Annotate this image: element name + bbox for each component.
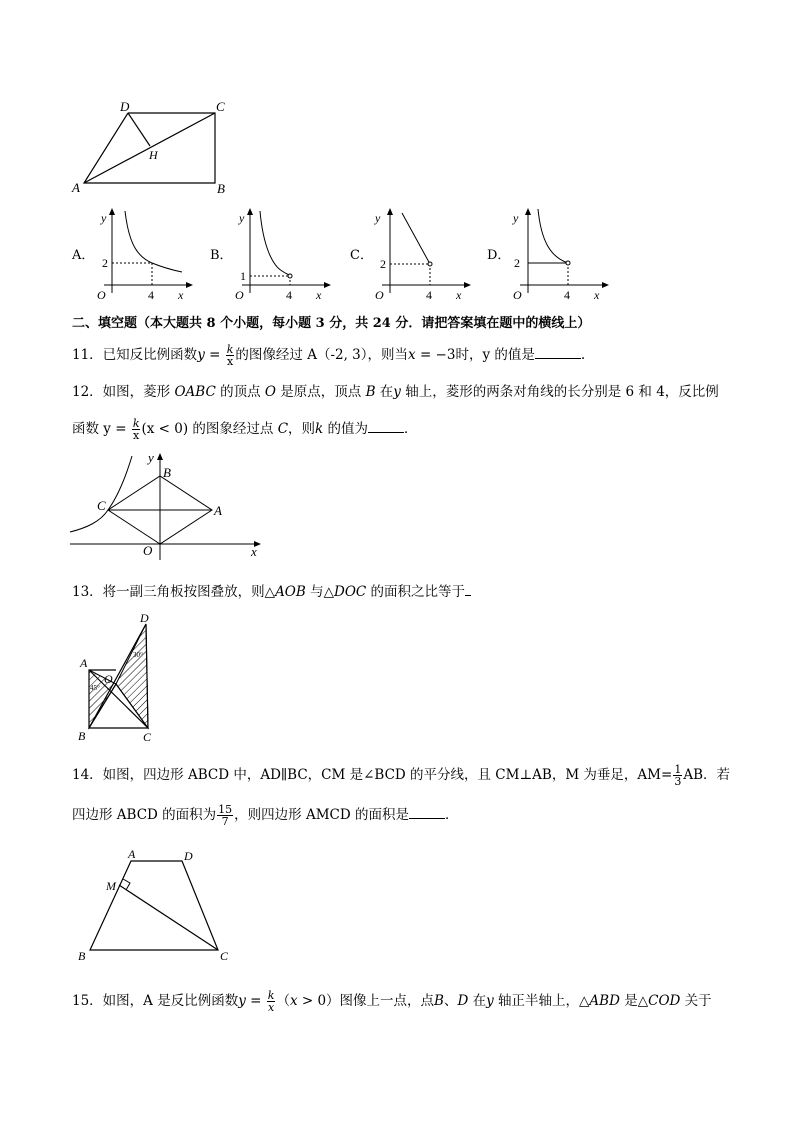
text-run: 、 — [443, 993, 458, 1009]
option-b-graph — [230, 205, 340, 305]
origin-label: O — [513, 288, 522, 302]
label-c: C — [97, 498, 106, 513]
text-run: C — [277, 421, 289, 437]
answer-blank[interactable] — [535, 344, 581, 359]
text-run: x — [267, 1001, 275, 1014]
text-run: 12．如图，菱形 — [72, 384, 175, 400]
text-run: 15．如图，A 是反比例函数 — [72, 993, 239, 1009]
text-run: x — [408, 347, 416, 363]
x-value: 4 — [564, 288, 570, 302]
text-run: ． — [404, 421, 418, 437]
label-h: H — [149, 148, 158, 162]
label-b: B — [217, 181, 225, 196]
answer-blank[interactable] — [368, 418, 404, 433]
axis-x-label: x — [594, 288, 600, 302]
text-run: y — [486, 993, 494, 1009]
text-run: 13．将一副三角板按图叠放，则△ — [72, 584, 276, 600]
fraction — [267, 990, 276, 1013]
y-value: 2 — [380, 257, 386, 271]
text-run: AB．若 — [683, 767, 730, 783]
text-run: （ — [276, 993, 290, 1009]
rectangle-figure — [60, 95, 240, 205]
label-d: D — [184, 849, 193, 863]
text-run: (x < 0) 的图象经过点 — [141, 421, 278, 437]
text-run: x — [226, 355, 234, 368]
option-d-graph — [508, 205, 618, 305]
y-value: 1 — [240, 269, 246, 283]
text-run: = −3 — [415, 347, 456, 363]
answer-blank[interactable] — [409, 804, 445, 819]
x-value: 4 — [148, 288, 154, 302]
text-run: 时，y 的值是 — [455, 347, 535, 363]
text-run: 与△ — [305, 584, 334, 600]
text-run: y — [393, 384, 401, 400]
origin-label: O — [235, 288, 244, 302]
label-c: C — [220, 949, 229, 963]
text-run: 15 — [218, 803, 233, 816]
origin-label: O — [375, 288, 384, 302]
text-run: y — [197, 347, 205, 363]
y-value: 2 — [102, 256, 108, 270]
answer-blank[interactable] — [465, 581, 471, 596]
text-run: 的面积之比等于 — [366, 584, 466, 600]
question-14-line2 — [72, 804, 458, 827]
text-run: 函数 y = — [72, 421, 131, 437]
text-run: ． — [444, 807, 459, 823]
text-run: ABD — [589, 993, 620, 1009]
label-c: C — [143, 730, 152, 744]
label-d: D — [120, 99, 130, 114]
text-run: 的值为 — [323, 421, 369, 437]
text-run: 关于 — [680, 993, 712, 1009]
text-run: ，则 — [288, 421, 316, 437]
question-11 — [72, 344, 585, 367]
trapezoid-figure — [74, 846, 244, 966]
label-a: A — [128, 847, 136, 861]
question-15 — [72, 990, 712, 1013]
triangle-set-figure — [74, 610, 164, 745]
fraction — [226, 344, 235, 367]
text-run: DOC — [334, 584, 367, 600]
text-run: 是原点，顶点 — [275, 384, 366, 400]
question-12-line2 — [72, 418, 418, 441]
origin-label: O — [97, 288, 106, 302]
label-d: D — [140, 611, 149, 625]
label-x: x — [251, 544, 257, 559]
axis-y-label: y — [375, 211, 381, 225]
label-o: O — [104, 672, 113, 686]
text-run: 的图像经过 A（-2, 3），则当 — [235, 347, 409, 363]
text-run: ，则四边形 AMCD 的面积是 — [234, 807, 409, 823]
text-run: 的顶点 — [215, 384, 265, 400]
axis-y-label: y — [101, 211, 107, 225]
label-b: B — [163, 465, 171, 480]
text-run: B — [365, 384, 376, 400]
x-value: 4 — [426, 288, 432, 302]
option-d-label: D． — [487, 248, 511, 263]
question-14-line1 — [72, 764, 730, 787]
x-value: 4 — [286, 288, 292, 302]
text-run: 在 — [375, 384, 394, 400]
rhombus-figure — [66, 452, 266, 562]
text-run: O — [264, 384, 276, 400]
option-a-graph — [92, 205, 202, 305]
label-a: A — [72, 180, 80, 195]
text-run: 14．如图，四边形 ABCD 中，AD∥BC，CM 是∠BCD 的平分线，且 CM⊥AB，M 为垂足，AM= — [72, 767, 673, 783]
option-a-label: A． — [72, 248, 95, 263]
angle-45-label: 45° — [90, 684, 100, 692]
axis-y-label: y — [513, 211, 519, 225]
text-run: . — [580, 347, 586, 363]
text-run: k — [315, 421, 324, 437]
label-b: B — [78, 729, 86, 743]
text-run: k — [132, 417, 140, 430]
text-run: 轴上，菱形的两条对角线的长分别是 6 和 4，反比例 — [400, 384, 719, 400]
text-run: 轴正半轴上，△ — [493, 993, 590, 1009]
section-heading: 二、填空题（本大题共 8 个小题，每小题 3 分，共 24 分．请把答案填在题中的横线上） — [72, 316, 591, 331]
text-run: k — [267, 989, 275, 1002]
text-run: 3 — [674, 775, 682, 788]
text-run: = — [245, 993, 266, 1009]
question-12-line1 — [72, 382, 719, 402]
text-run: y — [238, 993, 246, 1009]
question-13 — [72, 581, 471, 602]
axis-x-label: x — [456, 288, 462, 302]
label-o: O — [143, 543, 153, 558]
text-run: D — [457, 993, 469, 1009]
angle-30-label: 30° — [133, 651, 143, 659]
label-a: A — [80, 656, 88, 670]
text-run: 1 — [674, 763, 682, 776]
text-run: k — [226, 343, 234, 356]
option-c-label: C． — [350, 248, 373, 263]
text-run: B — [434, 993, 444, 1009]
axis-x-label: x — [316, 288, 322, 302]
y-value: 2 — [514, 256, 520, 270]
label-b: B — [78, 949, 86, 963]
text-run: 四边形 ABCD 的面积为 — [72, 807, 217, 823]
fraction — [673, 764, 682, 787]
text-run: 是△ — [619, 993, 649, 1009]
label-a: A — [214, 503, 222, 518]
label-y: y — [148, 452, 154, 465]
label-c: C — [216, 99, 225, 114]
text-run: x — [289, 993, 298, 1009]
fraction — [217, 804, 233, 827]
text-run: x — [133, 429, 140, 442]
fraction — [132, 418, 141, 441]
text-run: OABC — [174, 384, 216, 400]
option-c-graph — [370, 205, 480, 305]
text-run: 7 — [221, 815, 229, 828]
text-run: AOB — [275, 584, 306, 600]
option-b-label: B． — [210, 248, 233, 263]
text-run: = — [204, 347, 225, 363]
text-run: 在 — [468, 993, 487, 1009]
text-run: 11．已知反比例函数 — [72, 347, 198, 363]
text-run: COD — [648, 993, 681, 1009]
label-m: M — [106, 879, 116, 893]
axis-x-label: x — [178, 288, 184, 302]
axis-y-label: y — [239, 211, 245, 225]
text-run: > 0）图像上一点，点 — [297, 993, 435, 1009]
